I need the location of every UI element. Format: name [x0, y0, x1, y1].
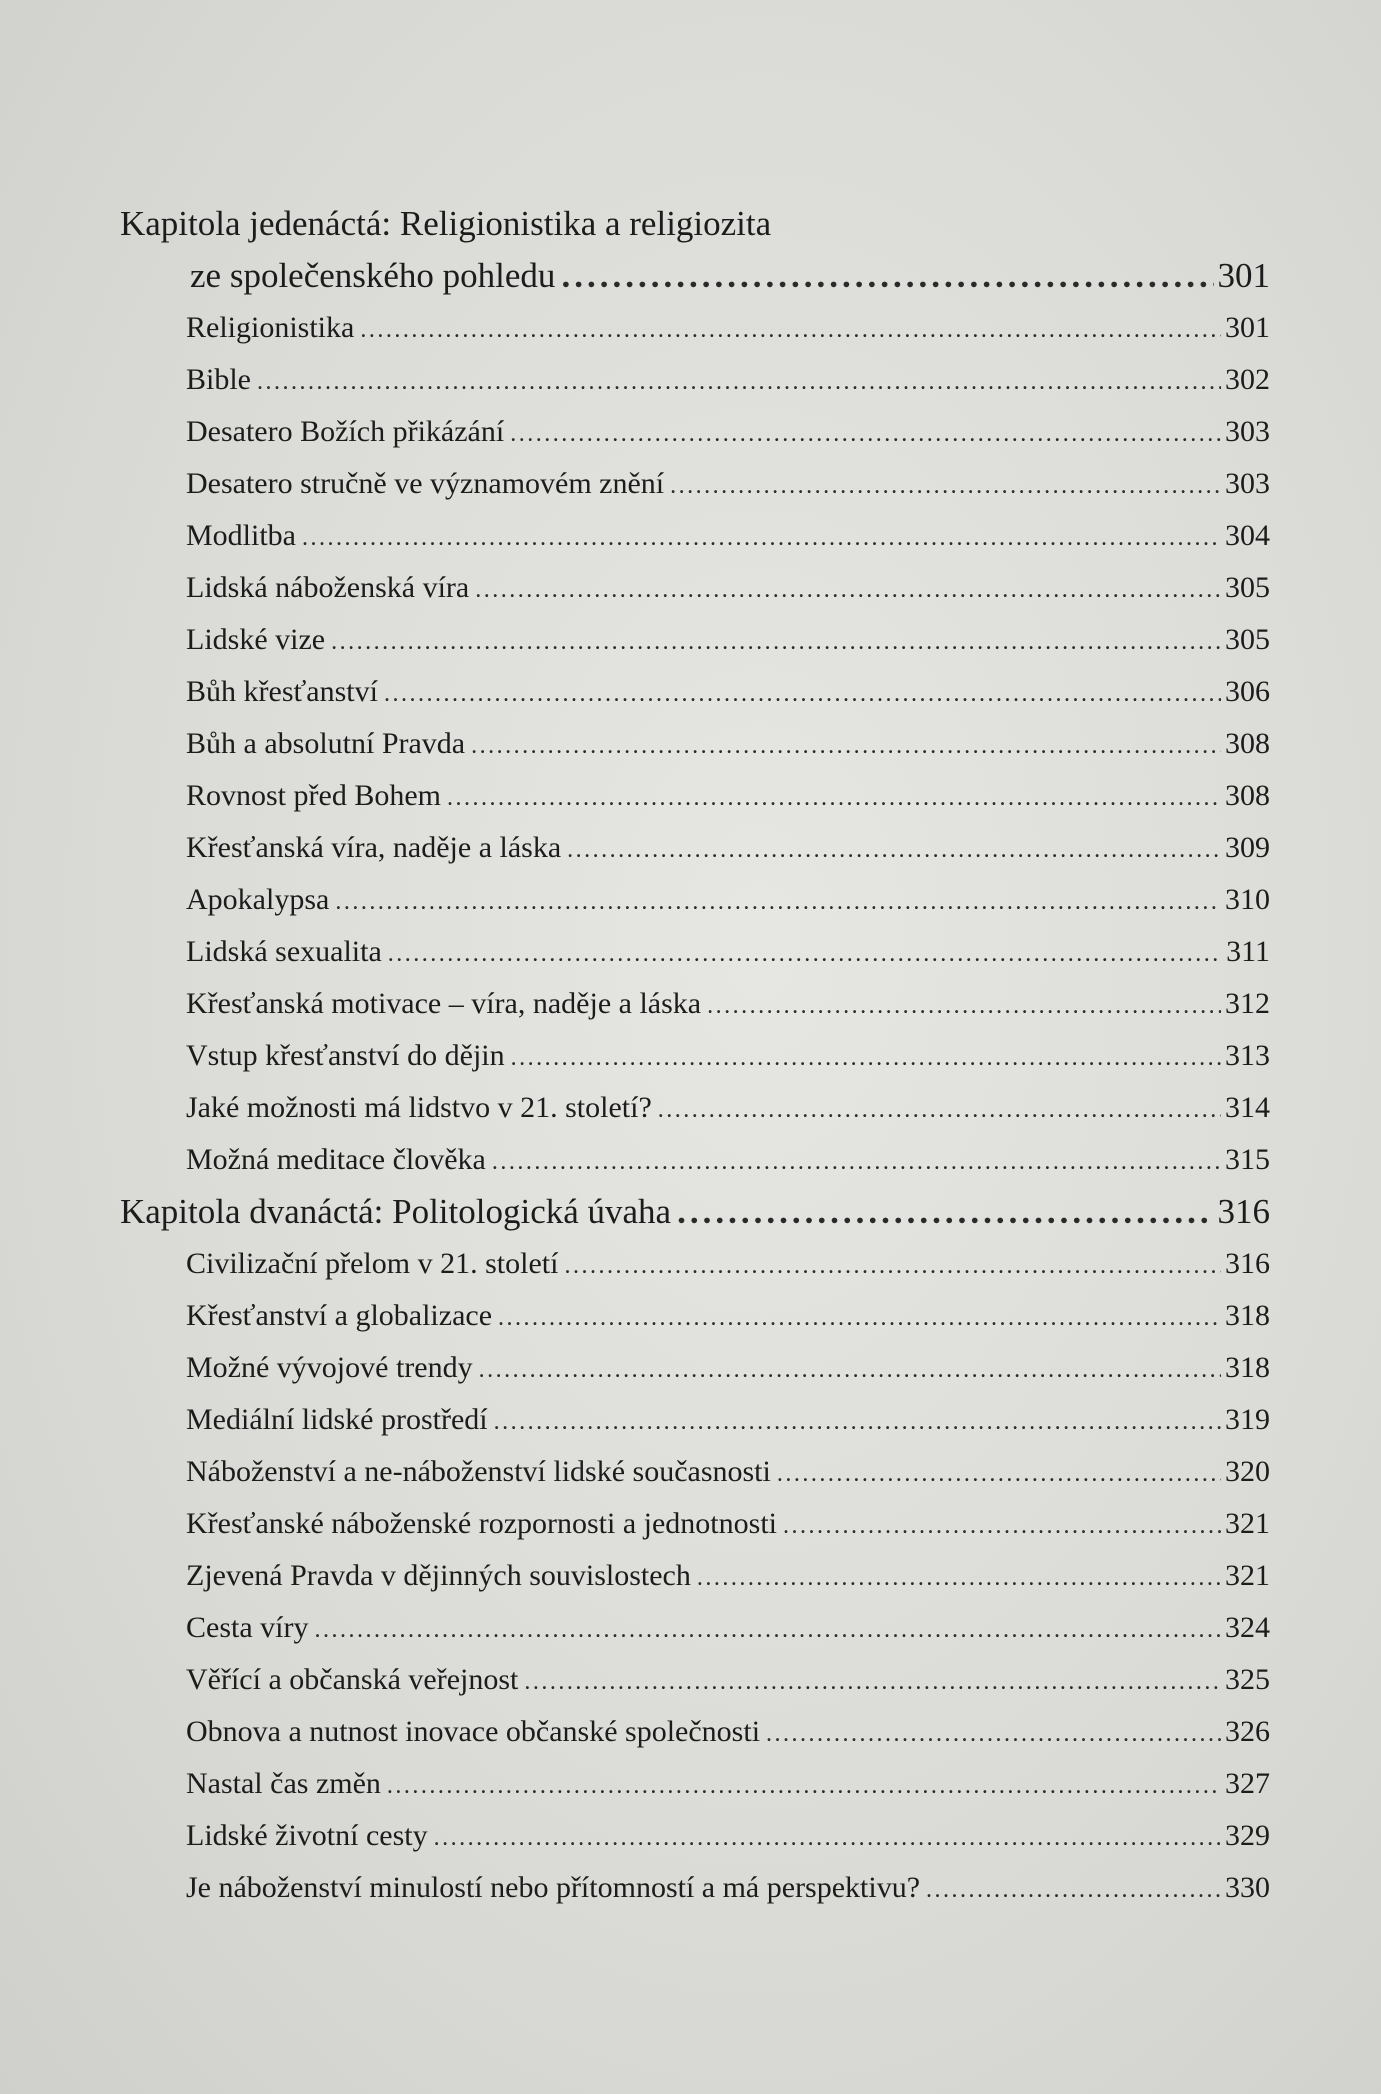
dot-leader [475, 564, 1221, 616]
toc-section-row [120, 1238, 1270, 1290]
toc-section-row [120, 770, 1270, 822]
section-title: Křesťanská motivace – víra, naděje a láska [186, 987, 702, 1020]
section-page-number: 305 [1225, 623, 1270, 656]
toc-section-row [120, 1654, 1270, 1706]
toc-section-row [120, 1394, 1270, 1446]
section-title: Bible [186, 363, 251, 396]
dot-leader [360, 304, 1221, 356]
section-page-number: 310 [1225, 883, 1270, 916]
dot-leader [677, 1186, 1213, 1238]
dot-leader [524, 1656, 1221, 1708]
toc-section-row [120, 1290, 1270, 1342]
toc-section-row [120, 1134, 1270, 1186]
section-page-number: 327 [1225, 1767, 1270, 1800]
section-page-number: 303 [1225, 467, 1270, 500]
toc-section-row [120, 302, 1270, 354]
toc-section-row [120, 614, 1270, 666]
toc-section-row [120, 1446, 1270, 1498]
toc-section-row [120, 1030, 1270, 1082]
section-page-number: 308 [1225, 727, 1270, 760]
section-title: Křesťanské náboženské rozpornosti a jednotnosti [186, 1507, 777, 1540]
table-of-contents [120, 198, 1270, 1914]
section-page-number: 311 [1226, 935, 1270, 968]
section-page-number: 302 [1225, 363, 1270, 396]
section-title: Desatero Božích přikázání [186, 415, 505, 448]
toc-section-row [120, 562, 1270, 614]
section-title: Apokalypsa [186, 883, 330, 916]
section-page-number: 313 [1225, 1039, 1270, 1072]
dot-leader [777, 1448, 1221, 1500]
toc-section-row [120, 354, 1270, 406]
section-page-number: 324 [1225, 1611, 1270, 1644]
toc-section-row [120, 1758, 1270, 1810]
section-page-number: 318 [1225, 1351, 1270, 1384]
toc-section-row [120, 510, 1270, 562]
chapter-title [120, 198, 1270, 250]
dot-leader [697, 1552, 1221, 1604]
section-title: Mediální lidské prostředí [186, 1403, 488, 1436]
dot-leader [670, 460, 1221, 512]
section-title: Lidské vize [186, 623, 326, 656]
dot-leader [335, 876, 1221, 928]
section-title: Modlitba [186, 519, 296, 552]
section-title: Jaké možnosti má lidstvo v 21. století? [186, 1091, 652, 1124]
dot-leader [479, 1344, 1221, 1396]
section-title: Civilizační přelom v 21. století [186, 1247, 559, 1280]
toc-section-row [120, 1706, 1270, 1758]
section-page-number: 301 [1225, 311, 1270, 344]
section-title: Věřící a občanská veřejnost [186, 1663, 519, 1696]
section-title: Zjevená Pravda v dějinných souvislostech [186, 1559, 691, 1592]
chapter-page-number: 316 [1217, 1192, 1270, 1231]
dot-leader [561, 250, 1213, 302]
toc-section-row [120, 666, 1270, 718]
dot-leader [510, 408, 1221, 460]
section-title: Vstup křesťanství do dějin [186, 1039, 505, 1072]
toc-section-row [120, 1082, 1270, 1134]
section-page-number: 318 [1225, 1299, 1270, 1332]
section-page-number: 316 [1225, 1247, 1270, 1280]
dot-leader [492, 1136, 1221, 1188]
section-title: Cesta víry [186, 1611, 309, 1644]
dot-leader [766, 1708, 1221, 1760]
section-page-number: 308 [1225, 779, 1270, 812]
dot-leader [302, 512, 1221, 564]
section-title: Desatero stručně ve významovém znění [186, 467, 665, 500]
section-page-number: 329 [1225, 1819, 1270, 1852]
dot-leader [511, 1032, 1221, 1084]
toc-section-row [120, 718, 1270, 770]
dot-leader [314, 1604, 1221, 1656]
section-title: Bůh křesťanství [186, 675, 378, 708]
section-title: Náboženství a ne-náboženství lidské současnosti [186, 1455, 771, 1488]
section-title: Křesťanská víra, naděje a láska [186, 831, 562, 864]
toc-chapter-row [120, 250, 1270, 302]
section-page-number: 303 [1225, 415, 1270, 448]
toc-section-row [120, 978, 1270, 1030]
section-title: Lidská sexualita [186, 935, 382, 968]
section-title: Lidské životní cesty [186, 1819, 428, 1852]
toc-section-row [120, 1810, 1270, 1862]
toc-section-row [120, 822, 1270, 874]
dot-leader [707, 980, 1221, 1032]
section-page-number: 320 [1225, 1455, 1270, 1488]
section-page-number: 325 [1225, 1663, 1270, 1696]
toc-section-row [120, 1862, 1270, 1914]
section-title: Možná meditace člověka [186, 1143, 486, 1176]
toc-chapter-row [120, 1186, 1270, 1238]
dot-leader [783, 1500, 1221, 1552]
dot-leader [447, 772, 1221, 824]
toc-section-row [120, 458, 1270, 510]
dot-leader [434, 1812, 1221, 1864]
dot-leader [498, 1292, 1221, 1344]
section-title: Možné vývojové trendy [186, 1351, 473, 1384]
section-page-number: 321 [1225, 1507, 1270, 1540]
dot-leader [471, 720, 1221, 772]
chapter-title-text: Kapitola jedenáctá: Religionistika a religiozita [120, 204, 772, 243]
toc-section-row [120, 1550, 1270, 1602]
chapter-title-continuation: ze společenského pohledu [190, 256, 556, 295]
toc-section-row [120, 1342, 1270, 1394]
section-title: Křesťanství a globalizace [186, 1299, 493, 1332]
toc-section-row [120, 874, 1270, 926]
section-title: Je náboženství minulostí nebo přítomností a má perspektivu? [186, 1871, 921, 1904]
section-title: Religionistika [186, 311, 355, 344]
dot-leader [387, 1760, 1221, 1812]
section-title: Lidská náboženská víra [186, 571, 470, 604]
toc-section-row [120, 926, 1270, 978]
dot-leader [926, 1864, 1221, 1916]
section-page-number: 314 [1225, 1091, 1270, 1124]
dot-leader [564, 1240, 1221, 1292]
section-page-number: 326 [1225, 1715, 1270, 1748]
toc-section-row [120, 1602, 1270, 1654]
section-page-number: 305 [1225, 571, 1270, 604]
section-page-number: 330 [1225, 1871, 1270, 1904]
dot-leader [384, 668, 1221, 720]
section-page-number: 315 [1225, 1143, 1270, 1176]
toc-section-row [120, 406, 1270, 458]
chapter-page-number: 301 [1217, 256, 1270, 295]
section-title: Bůh a absolutní Pravda [186, 727, 466, 760]
section-title: Obnova a nutnost inovace občanské společnosti [186, 1715, 761, 1748]
section-page-number: 309 [1225, 831, 1270, 864]
chapter-title-text: Kapitola dvanáctá: Politologická úvaha [120, 1192, 672, 1231]
dot-leader [388, 928, 1222, 980]
dot-leader [257, 356, 1221, 408]
section-page-number: 306 [1225, 675, 1270, 708]
dot-leader [658, 1084, 1221, 1136]
section-page-number: 319 [1225, 1403, 1270, 1436]
dot-leader [567, 824, 1221, 876]
dot-leader [494, 1396, 1221, 1448]
section-page-number: 312 [1225, 987, 1270, 1020]
toc-section-row [120, 1498, 1270, 1550]
section-title: Rovnost před Bohem [186, 779, 441, 812]
dot-leader [331, 616, 1221, 668]
section-title: Nastal čas změn [186, 1767, 381, 1800]
section-page-number: 321 [1225, 1559, 1270, 1592]
section-page-number: 304 [1225, 519, 1270, 552]
